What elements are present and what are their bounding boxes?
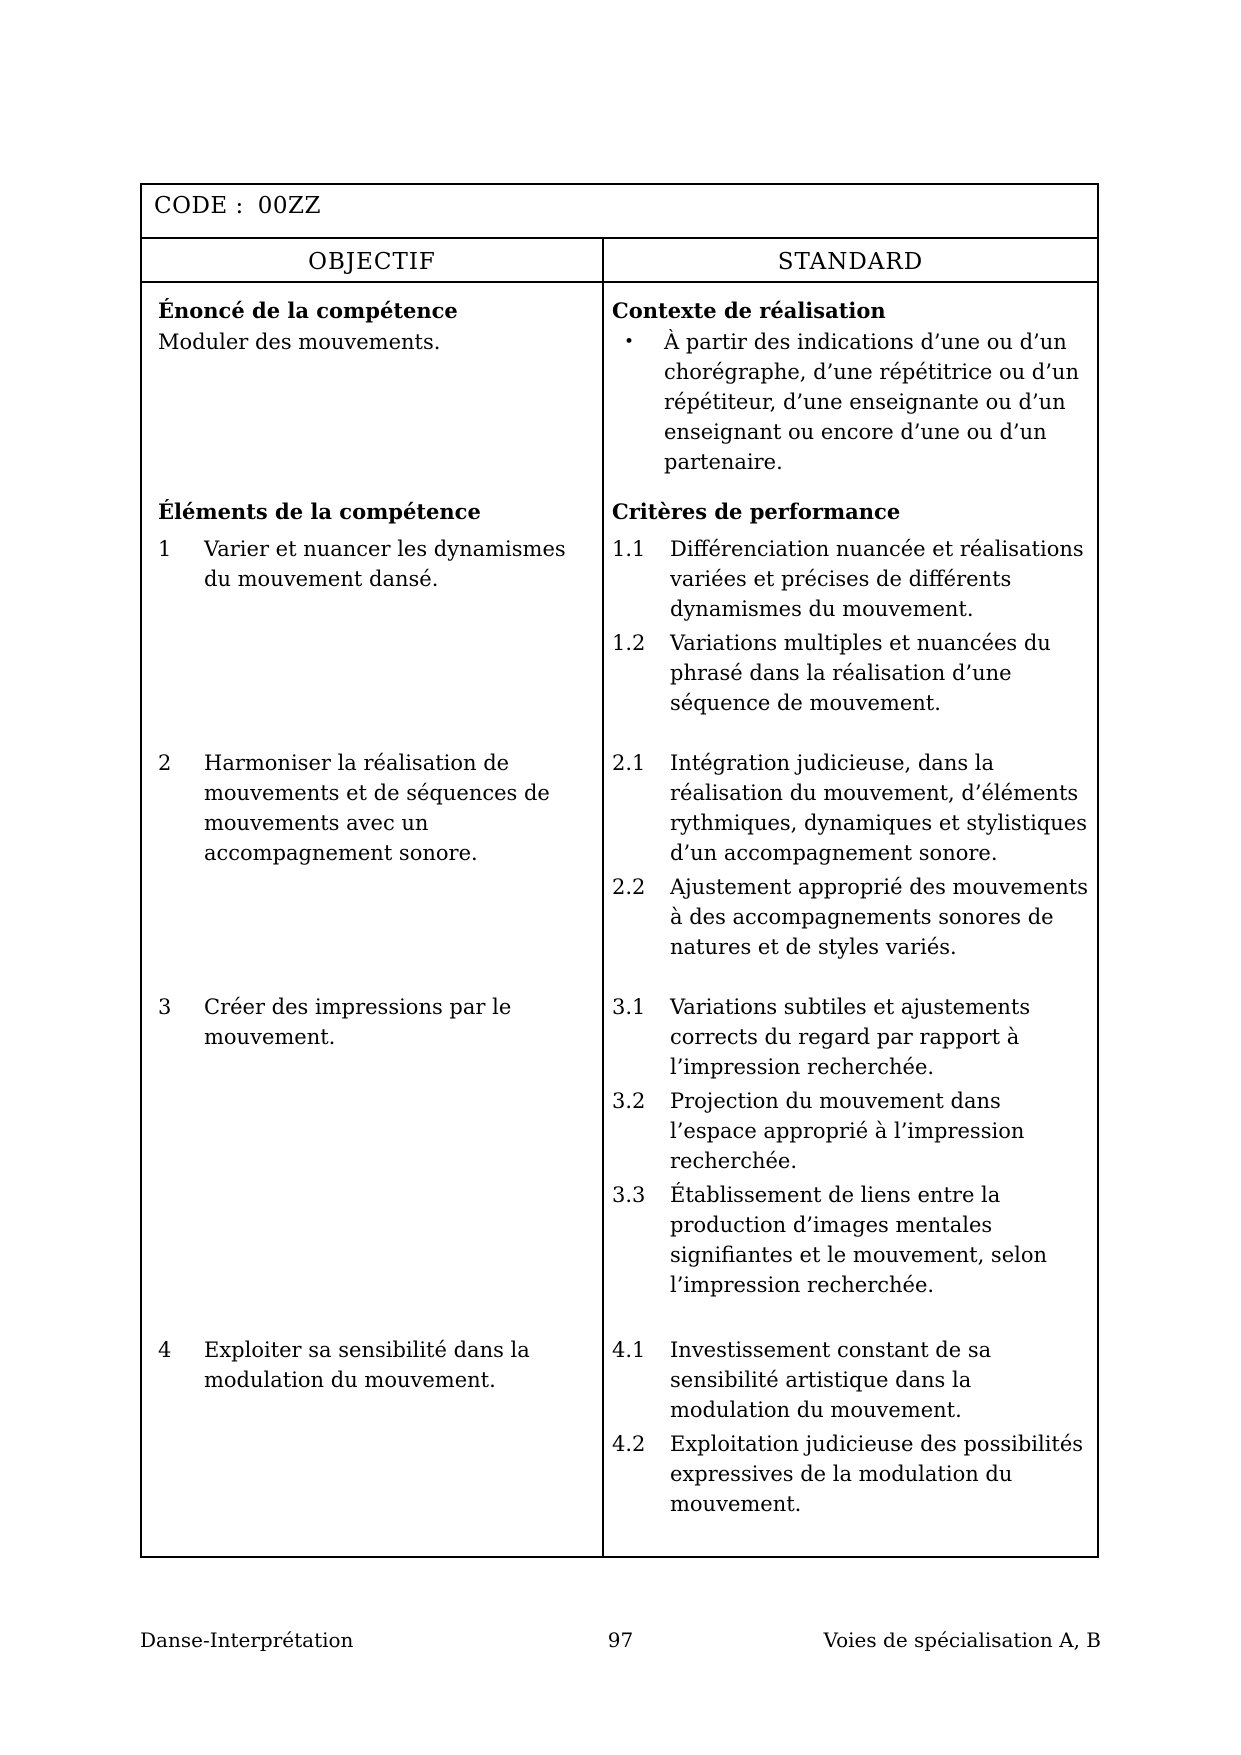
critere-item <box>612 872 1089 962</box>
critere-number: 1.1 <box>612 537 646 561</box>
element-3-cell <box>142 992 604 1304</box>
element-item <box>158 534 586 594</box>
critere-number: 2.2 <box>612 875 646 899</box>
critere-item <box>612 992 1089 1082</box>
critere-number: 3.3 <box>612 1183 646 1207</box>
enonce-cell <box>142 295 604 477</box>
critere-number: 4.1 <box>612 1338 646 1362</box>
critere-item <box>612 1180 1089 1300</box>
critere-text: Variations multiples et nuancées du phrasé dans la réalisation d’une séquence de mouvement. <box>670 631 1051 715</box>
critere-text: Ajustement approprié des mouvements à des accompagnements sonores de natures et de styles variés. <box>670 875 1088 959</box>
criteres-heading: Critères de performance <box>612 499 901 524</box>
element-number: 4 <box>158 1338 172 1362</box>
critere-number: 1.2 <box>612 631 646 655</box>
column-header-row <box>142 239 1097 283</box>
critere-number: 2.1 <box>612 751 646 775</box>
critere-text: Exploitation judicieuse des possibilités expressives de la modulation du mouvement. <box>670 1432 1084 1516</box>
bullet-icon: • <box>624 332 635 352</box>
elements-heading: Éléments de la compétence <box>158 499 481 524</box>
critere-text: Établissement de liens entre la production d’images mentales signifiantes et le mouvement, selon l’impression recherchée. <box>670 1183 1048 1297</box>
critere-item <box>612 534 1089 624</box>
code-label: CODE : <box>154 193 244 219</box>
element-item <box>158 748 586 868</box>
critere-number: 3.1 <box>612 995 646 1019</box>
column-header-standard: STANDARD <box>777 249 924 275</box>
critere-text: Variations subtiles et ajustements corrects du regard par rapport à l’impression recherchée. <box>670 995 1031 1079</box>
page-footer <box>140 1628 1101 1652</box>
element-2-cell <box>142 748 604 966</box>
enonce-text: Moduler des mouvements. <box>158 330 441 354</box>
contexte-cell <box>604 295 1097 477</box>
page-number: 97 <box>607 1628 634 1652</box>
critere-item <box>612 1335 1089 1425</box>
critere-text: Intégration judicieuse, dans la réalisation du mouvement, d’éléments rythmiques, dynamiques et stylistiques d’un accompagnement sonore. <box>670 751 1088 865</box>
critere-number: 3.2 <box>612 1089 646 1113</box>
table-body <box>142 283 1097 1556</box>
critere-text: Projection du mouvement dans l’espace approprié à l’impression recherchée. <box>670 1089 1025 1173</box>
code-row <box>142 185 1097 239</box>
element-text: Créer des impressions par le mouvement. <box>204 995 512 1049</box>
contexte-item <box>612 327 1089 477</box>
column-header-objectif: OBJECTIF <box>142 239 604 281</box>
element-number: 3 <box>158 995 172 1019</box>
element-1-cell <box>142 534 604 722</box>
competency-table <box>140 183 1099 1558</box>
contexte-heading: Contexte de réalisation <box>612 298 886 323</box>
critere-item <box>612 628 1089 718</box>
critere-item <box>612 1429 1089 1519</box>
element-item <box>158 992 586 1052</box>
criteres-4-cell <box>604 1335 1097 1523</box>
criteres-1-cell <box>604 534 1097 722</box>
enonce-heading: Énoncé de la compétence <box>158 298 458 323</box>
column-divider <box>602 283 604 1556</box>
critere-text: Différenciation nuancée et réalisations variées et précises de différents dynamismes du mouvement. <box>670 537 1084 621</box>
element-text: Varier et nuancer les dynamismes du mouvement dansé. <box>204 537 566 591</box>
element-number: 2 <box>158 751 172 775</box>
element-item <box>158 1335 586 1395</box>
element-number: 1 <box>158 537 172 561</box>
contexte-text: À partir des indications d’une ou d’un chorégraphe, d’une répétitrice ou d’un répétiteur, d’une enseignante ou d’un enseignant ou encore d’une ou d’un partenaire. <box>664 330 1079 474</box>
critere-item <box>612 748 1089 868</box>
criteres-2-cell <box>604 748 1097 966</box>
criteres-heading-cell <box>604 496 1097 528</box>
critere-text: Investissement constant de sa sensibilité artistique dans la modulation du mouvement. <box>670 1338 992 1422</box>
footer-right: Voies de spécialisation A, B <box>823 1628 1101 1652</box>
footer-left: Danse-Interprétation <box>140 1628 354 1652</box>
code-value: 00ZZ <box>257 193 321 219</box>
element-text: Harmoniser la réalisation de mouvements et de séquences de mouvements avec un accompagnement sonore. <box>204 751 550 865</box>
criteres-3-cell <box>604 992 1097 1304</box>
element-text: Exploiter sa sensibilité dans la modulation du mouvement. <box>204 1338 530 1392</box>
critere-item <box>612 1086 1089 1176</box>
critere-number: 4.2 <box>612 1432 646 1456</box>
elements-heading-cell <box>142 496 604 528</box>
element-4-cell <box>142 1335 604 1523</box>
